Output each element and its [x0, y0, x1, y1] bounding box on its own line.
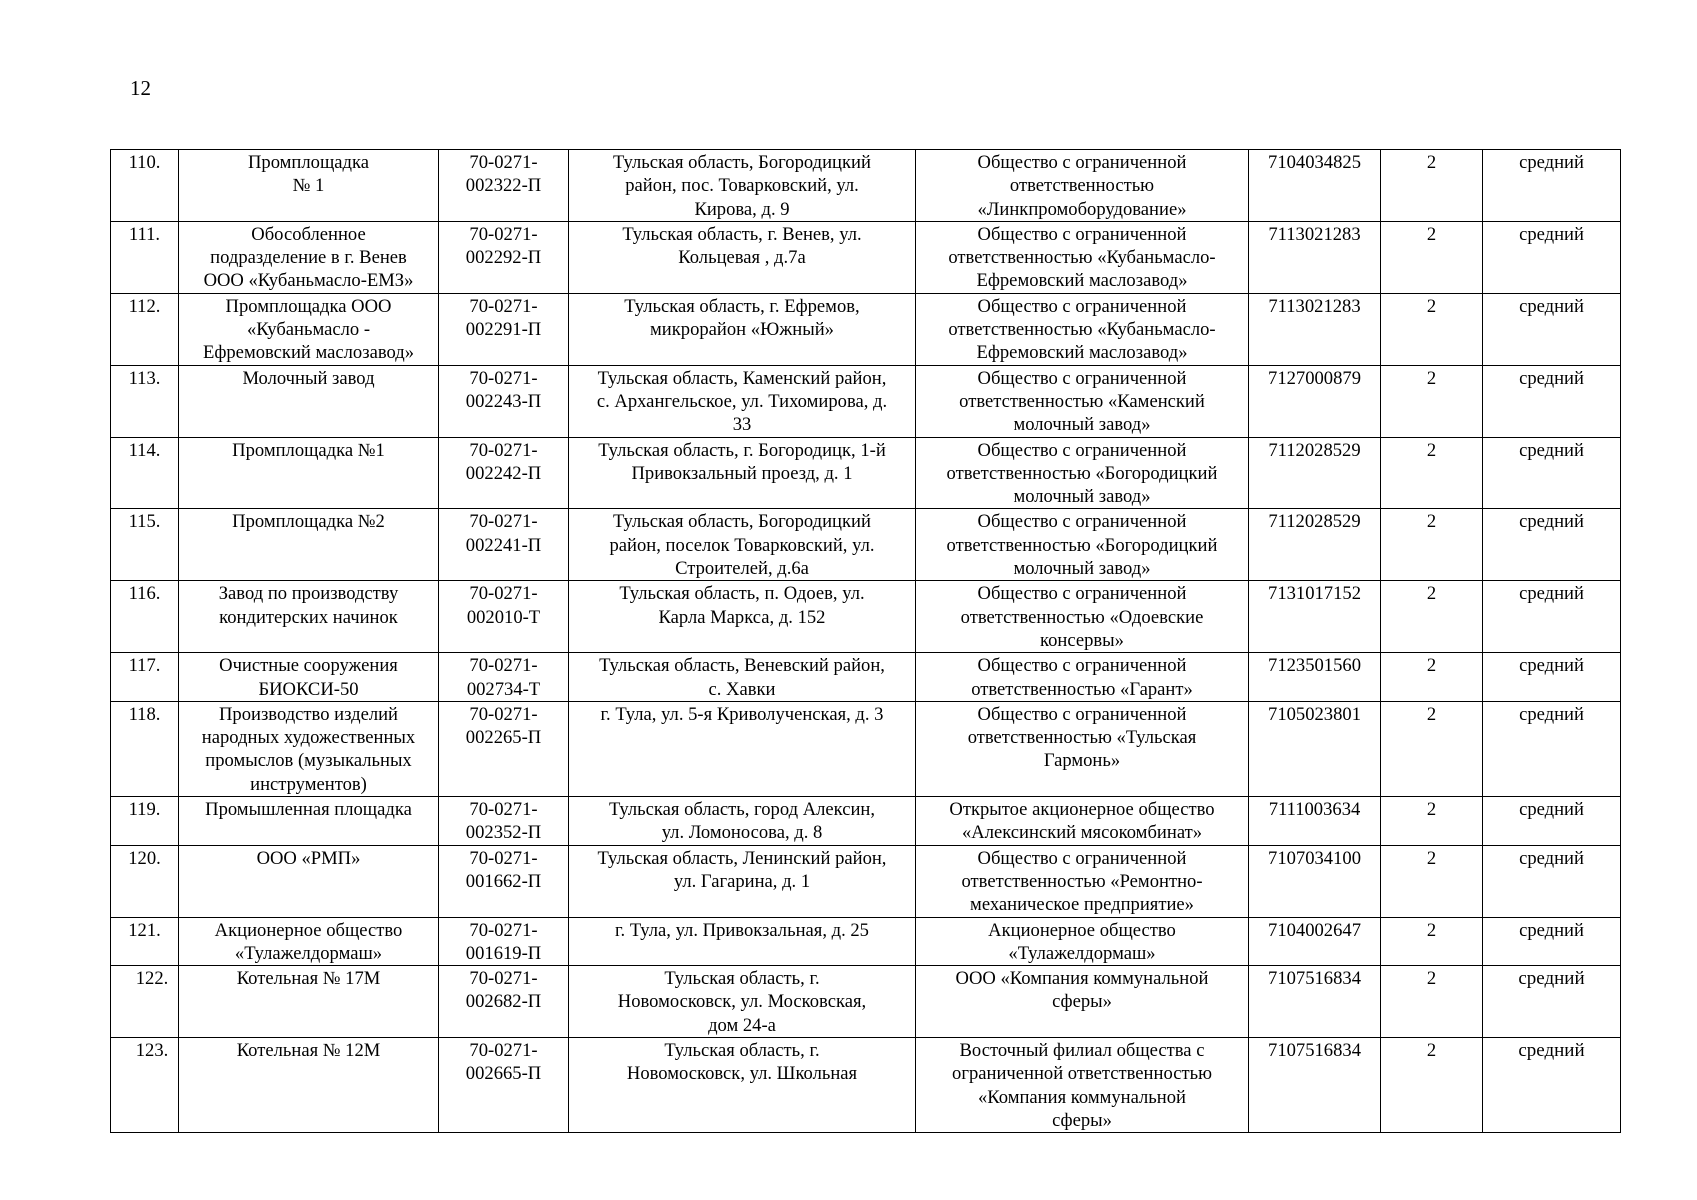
organization-name-cell: Общество с ограниченной ответственностью «Тульская Гармонь» [916, 701, 1249, 796]
object-code-cell: 70-0271- 001619-П [439, 917, 569, 966]
supervision-level-cell: средний [1483, 437, 1621, 509]
object-name-cell: Котельная № 17М [179, 966, 439, 1038]
object-name-cell: ООО «РМП» [179, 845, 439, 917]
object-name-cell: Котельная № 12М [179, 1037, 439, 1132]
row-number-cell: 112. [111, 293, 179, 365]
inn-cell: 7131017152 [1249, 581, 1381, 653]
category-cell: 2 [1381, 293, 1483, 365]
object-code-cell: 70-0271- 002665-П [439, 1037, 569, 1132]
object-address-cell: Тульская область, Богородицкий район, поселок Товарковский, ул. Строителей, д.6а [569, 509, 916, 581]
object-code-cell: 70-0271- 002241-П [439, 509, 569, 581]
table-row [111, 581, 1621, 653]
object-address-cell: Тульская область, город Алексин, ул. Ломоносова, д. 8 [569, 797, 916, 846]
inn-cell: 7113021283 [1249, 293, 1381, 365]
object-code-cell: 70-0271- 002734-Т [439, 653, 569, 702]
object-name-cell: Промплощадка №1 [179, 437, 439, 509]
row-number-cell: 123. [111, 1037, 179, 1132]
supervision-level-cell: средний [1483, 701, 1621, 796]
row-number-cell: 111. [111, 221, 179, 293]
category-cell: 2 [1381, 653, 1483, 702]
object-address-cell: Тульская область, Каменский район, с. Архангельское, ул. Тихомирова, д. 33 [569, 365, 916, 437]
object-code-cell: 70-0271- 002322-П [439, 150, 569, 222]
object-name-cell: Промплощадка №2 [179, 509, 439, 581]
inn-cell: 7104002647 [1249, 917, 1381, 966]
table-body [111, 150, 1621, 1133]
row-number-cell: 119. [111, 797, 179, 846]
object-name-cell: Завод по производству кондитерских начинок [179, 581, 439, 653]
inn-cell: 7127000879 [1249, 365, 1381, 437]
supervision-level-cell: средний [1483, 845, 1621, 917]
table-row [111, 701, 1621, 796]
supervision-level-cell: средний [1483, 966, 1621, 1038]
supervision-level-cell: средний [1483, 221, 1621, 293]
category-cell: 2 [1381, 845, 1483, 917]
category-cell: 2 [1381, 797, 1483, 846]
object-name-cell: Промплощадка ООО «Кубаньмасло - Ефремовский маслозавод» [179, 293, 439, 365]
object-name-cell: Обособленное подразделение в г. Венев ООО «Кубаньмасло-ЕМЗ» [179, 221, 439, 293]
supervision-level-cell: средний [1483, 509, 1621, 581]
object-code-cell: 70-0271- 002682-П [439, 966, 569, 1038]
table-row [111, 437, 1621, 509]
table-row [111, 653, 1621, 702]
category-cell: 2 [1381, 1037, 1483, 1132]
inn-cell: 7113021283 [1249, 221, 1381, 293]
object-name-cell: Промышленная площадка [179, 797, 439, 846]
category-cell: 2 [1381, 150, 1483, 222]
table-row [111, 150, 1621, 222]
registry-table [110, 149, 1621, 1133]
object-address-cell: Тульская область, г. Ефремов, микрорайон «Южный» [569, 293, 916, 365]
row-number-cell: 117. [111, 653, 179, 702]
organization-name-cell: Общество с ограниченной ответственностью «Ремонтно- механическое предприятие» [916, 845, 1249, 917]
organization-name-cell: Общество с ограниченной ответственностью «Богородицкий молочный завод» [916, 509, 1249, 581]
table-row [111, 365, 1621, 437]
organization-name-cell: Общество с ограниченной ответственностью «Кубаньмасло- Ефремовский маслозавод» [916, 221, 1249, 293]
row-number-cell: 122. [111, 966, 179, 1038]
object-code-cell: 70-0271- 002291-П [439, 293, 569, 365]
table-row [111, 797, 1621, 846]
object-address-cell: г. Тула, ул. 5-я Криволученская, д. 3 [569, 701, 916, 796]
page-number: 12 [130, 76, 151, 100]
object-address-cell: г. Тула, ул. Привокзальная, д. 25 [569, 917, 916, 966]
organization-name-cell: Общество с ограниченной ответственностью «Каменский молочный завод» [916, 365, 1249, 437]
supervision-level-cell: средний [1483, 150, 1621, 222]
inn-cell: 7107516834 [1249, 1037, 1381, 1132]
inn-cell: 7104034825 [1249, 150, 1381, 222]
object-code-cell: 70-0271- 002265-П [439, 701, 569, 796]
object-address-cell: Тульская область, г. Новомосковск, ул. Московская, дом 24-а [569, 966, 916, 1038]
object-name-cell: Производство изделий народных художественных промыслов (музыкальных инструментов) [179, 701, 439, 796]
object-name-cell: Очистные сооружения БИОКСИ-50 [179, 653, 439, 702]
category-cell: 2 [1381, 365, 1483, 437]
organization-name-cell: Общество с ограниченной ответственностью «Одоевские консервы» [916, 581, 1249, 653]
inn-cell: 7107034100 [1249, 845, 1381, 917]
organization-name-cell: Общество с ограниченной ответственностью «Гарант» [916, 653, 1249, 702]
table-row [111, 917, 1621, 966]
row-number-cell: 115. [111, 509, 179, 581]
organization-name-cell: ООО «Компания коммунальной сферы» [916, 966, 1249, 1038]
row-number-cell: 114. [111, 437, 179, 509]
object-address-cell: Тульская область, г. Новомосковск, ул. Школьная [569, 1037, 916, 1132]
object-name-cell: Молочный завод [179, 365, 439, 437]
object-address-cell: Тульская область, г. Венев, ул. Кольцевая , д.7а [569, 221, 916, 293]
row-number-cell: 120. [111, 845, 179, 917]
organization-name-cell: Общество с ограниченной ответственностью «Кубаньмасло- Ефремовский маслозавод» [916, 293, 1249, 365]
supervision-level-cell: средний [1483, 917, 1621, 966]
inn-cell: 7123501560 [1249, 653, 1381, 702]
row-number-cell: 110. [111, 150, 179, 222]
inn-cell: 7112028529 [1249, 509, 1381, 581]
organization-name-cell: Общество с ограниченной ответственностью «Богородицкий молочный завод» [916, 437, 1249, 509]
object-address-cell: Тульская область, Богородицкий район, пос. Товарковский, ул. Кирова, д. 9 [569, 150, 916, 222]
category-cell: 2 [1381, 581, 1483, 653]
row-number-cell: 121. [111, 917, 179, 966]
category-cell: 2 [1381, 701, 1483, 796]
object-address-cell: Тульская область, г. Богородицк, 1-й Привокзальный проезд, д. 1 [569, 437, 916, 509]
table-row [111, 293, 1621, 365]
row-number-cell: 116. [111, 581, 179, 653]
supervision-level-cell: средний [1483, 581, 1621, 653]
category-cell: 2 [1381, 437, 1483, 509]
object-code-cell: 70-0271- 002242-П [439, 437, 569, 509]
supervision-level-cell: средний [1483, 653, 1621, 702]
supervision-level-cell: средний [1483, 293, 1621, 365]
object-code-cell: 70-0271- 001662-П [439, 845, 569, 917]
organization-name-cell: Восточный филиал общества с ограниченной ответственностью «Компания коммунальной сферы» [916, 1037, 1249, 1132]
category-cell: 2 [1381, 966, 1483, 1038]
object-name-cell: Акционерное общество «Тулажелдормаш» [179, 917, 439, 966]
table-row [111, 966, 1621, 1038]
inn-cell: 7107516834 [1249, 966, 1381, 1038]
table-row [111, 509, 1621, 581]
organization-name-cell: Открытое акционерное общество «Алексинский мясокомбинат» [916, 797, 1249, 846]
object-code-cell: 70-0271- 002243-П [439, 365, 569, 437]
category-cell: 2 [1381, 509, 1483, 581]
object-code-cell: 70-0271- 002292-П [439, 221, 569, 293]
row-number-cell: 118. [111, 701, 179, 796]
table-row [111, 1037, 1621, 1132]
inn-cell: 7112028529 [1249, 437, 1381, 509]
organization-name-cell: Общество с ограниченной ответственностью «Линкпромоборудование» [916, 150, 1249, 222]
object-code-cell: 70-0271- 002352-П [439, 797, 569, 846]
table-row [111, 221, 1621, 293]
object-code-cell: 70-0271- 002010-Т [439, 581, 569, 653]
object-address-cell: Тульская область, Веневский район, с. Хавки [569, 653, 916, 702]
organization-name-cell: Акционерное общество «Тулажелдормаш» [916, 917, 1249, 966]
supervision-level-cell: средний [1483, 797, 1621, 846]
table-row [111, 845, 1621, 917]
inn-cell: 7105023801 [1249, 701, 1381, 796]
category-cell: 2 [1381, 917, 1483, 966]
category-cell: 2 [1381, 221, 1483, 293]
inn-cell: 7111003634 [1249, 797, 1381, 846]
object-address-cell: Тульская область, п. Одоев, ул. Карла Маркса, д. 152 [569, 581, 916, 653]
supervision-level-cell: средний [1483, 365, 1621, 437]
supervision-level-cell: средний [1483, 1037, 1621, 1132]
object-name-cell: Промплощадка № 1 [179, 150, 439, 222]
row-number-cell: 113. [111, 365, 179, 437]
object-address-cell: Тульская область, Ленинский район, ул. Гагарина, д. 1 [569, 845, 916, 917]
